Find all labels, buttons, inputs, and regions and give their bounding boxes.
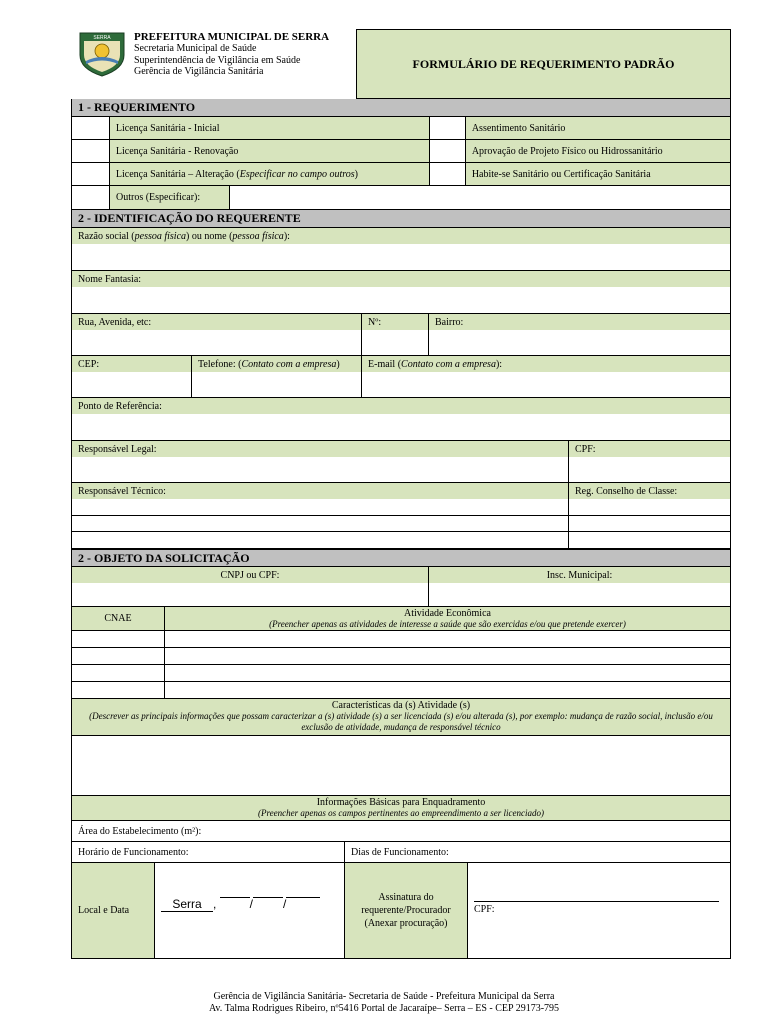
checkbox-licenca-inicial[interactable] xyxy=(72,117,110,139)
bairro-label: Bairro: xyxy=(435,316,464,328)
cep-input[interactable] xyxy=(72,372,192,397)
atividade-input[interactable] xyxy=(165,665,730,681)
horario-row xyxy=(72,842,730,863)
rua-label: Rua, Avenida, etc: xyxy=(72,314,362,330)
atividade-input[interactable] xyxy=(165,648,730,664)
resp-legal-inputs xyxy=(72,457,730,483)
info-header xyxy=(72,796,730,821)
contact-inputs xyxy=(72,372,730,398)
razao-social-label xyxy=(72,228,730,244)
checkbox-licenca-renovacao[interactable] xyxy=(72,140,110,162)
req-row xyxy=(72,140,730,163)
telefone-input[interactable] xyxy=(192,372,362,397)
section-identificacao xyxy=(71,210,731,549)
option-label: Licença Sanitária - Renovação xyxy=(110,140,430,162)
bairro-input[interactable] xyxy=(429,330,730,355)
checkbox-habite-se[interactable] xyxy=(430,163,466,185)
section-3-title: 2 - OBJETO DA SOLICITAÇÃO xyxy=(72,549,730,567)
cnae-row xyxy=(72,682,730,699)
city-value: Serra xyxy=(161,897,213,912)
svg-text:SERRA: SERRA xyxy=(93,35,111,41)
txt: ): xyxy=(283,230,290,242)
txt: Contato com a empresa xyxy=(401,358,496,370)
cnpj-label: CNPJ ou CPF: xyxy=(72,567,429,583)
email-label xyxy=(362,356,730,372)
month-blank[interactable] xyxy=(253,897,283,898)
caract-title: Características da (s) Atividade (s) xyxy=(331,700,471,711)
resp-tecnico-input[interactable] xyxy=(72,532,569,548)
caract-note: (Descrever as principais informações que possam caracterizar a (s) atividade (s) a ser licenciada (s) e/ou alterada (s), por exemplo: mudança de razão social, inclusão e/ou exclusão de atividade, mudança de responsável técnico xyxy=(89,711,713,732)
txt: Telefone: ( xyxy=(198,358,242,370)
signature-row xyxy=(72,863,730,958)
date-separator: , xyxy=(213,897,220,911)
option-label: Aprovação de Projeto Físico ou Hidrossanitário xyxy=(466,140,730,162)
address-labels xyxy=(72,314,730,330)
email-input[interactable] xyxy=(362,372,730,397)
reg-conselho-input[interactable] xyxy=(569,516,730,531)
local-data-field[interactable] xyxy=(155,863,345,958)
txt: pessoa física xyxy=(232,230,284,242)
reg-conselho-input[interactable] xyxy=(569,499,730,515)
referencia-label: Ponto de Referência: xyxy=(72,398,730,414)
checkbox-aprovacao-projeto[interactable] xyxy=(430,140,466,162)
txt: E-mail ( xyxy=(368,358,402,370)
cnae-header xyxy=(72,607,730,631)
reg-conselho-label: Reg. Conselho de Classe: xyxy=(575,485,678,497)
checkbox-outros[interactable] xyxy=(72,186,110,209)
info-note: (Preencher apenas os campos pertinentes ao empreendimento a ser licenciado) xyxy=(257,808,544,818)
resp-tecnico-label: Responsável Técnico: xyxy=(72,483,569,499)
outros-input[interactable] xyxy=(230,186,730,209)
cnpj-input[interactable] xyxy=(72,583,429,606)
insc-label: Insc. Municipal: xyxy=(546,569,613,581)
info-title: Informações Básicas para Enquadramento xyxy=(316,797,486,808)
txt: ) ou nome ( xyxy=(186,230,233,242)
cnpj-labels xyxy=(72,567,730,583)
section-2-title: 2 - IDENTIFICAÇÃO DO REQUERENTE xyxy=(72,210,730,228)
txt: Contato com a empresa xyxy=(241,358,337,370)
address-inputs xyxy=(72,330,730,356)
resp-tecnico-input[interactable] xyxy=(72,516,569,531)
txt: requerente/Procurador xyxy=(361,905,451,916)
resp-tecnico-row xyxy=(72,499,730,516)
req-row xyxy=(72,163,730,186)
org-sublines xyxy=(134,43,300,78)
numero-label: Nº: xyxy=(362,314,429,330)
txt: (Anexar procuração) xyxy=(364,918,448,929)
section-requerimento xyxy=(71,99,731,210)
signature-field[interactable] xyxy=(468,863,730,958)
cpf-input[interactable] xyxy=(569,457,730,482)
resp-tecnico-labels xyxy=(72,483,730,499)
dias-field[interactable]: Dias de Funcionamento: xyxy=(351,846,449,858)
alt-main: Licença Sanitária – Alteração ( xyxy=(115,168,240,180)
reg-conselho-input[interactable] xyxy=(569,532,730,548)
footer-line: Gerência de Vigilância Sanitária- Secretaria de Saúde - Prefeitura Municipal da Serra xyxy=(213,991,555,1002)
slash: / xyxy=(283,897,287,911)
form-title: FORMULÁRIO DE REQUERIMENTO PADRÃO xyxy=(356,29,731,99)
razao-social-input[interactable] xyxy=(72,244,730,271)
checkbox-licenca-alteracao[interactable] xyxy=(72,163,110,185)
atividade-input[interactable] xyxy=(165,631,730,647)
option-label: Habite-se Sanitário ou Certificação Sanitária xyxy=(466,163,730,185)
caract-header xyxy=(72,699,730,735)
cpf-signature-label: CPF: xyxy=(474,904,495,915)
option-label-alteracao xyxy=(110,163,430,185)
footer-line: Av. Talma Rodrigues Ribeiro, nº5416 Portal de Jacaraípe– Serra – ES - CEP 29173-795 xyxy=(208,1003,560,1014)
telefone-label xyxy=(192,356,362,372)
slash: / xyxy=(249,897,254,911)
form-header xyxy=(71,29,731,99)
cpf-label: CPF: xyxy=(575,443,596,455)
org-line: Superintendência de Vigilância em Saúde xyxy=(134,54,301,66)
year-blank[interactable] xyxy=(286,897,320,898)
resp-legal-labels xyxy=(72,441,730,457)
cnae-input[interactable] xyxy=(72,648,165,664)
assinatura-label xyxy=(345,863,468,958)
atividade-label: Atividade Econômica xyxy=(404,607,491,619)
txt: pessoa física xyxy=(134,230,187,242)
section-1-title: 1 - REQUERIMENTO xyxy=(72,99,730,117)
cnae-label: CNAE xyxy=(72,607,165,630)
txt: Assinatura do xyxy=(378,892,434,903)
caract-input[interactable] xyxy=(72,735,730,796)
org-line: Gerência de Vigilância Sanitária xyxy=(134,66,264,77)
option-label: Assentimento Sanitário xyxy=(466,117,730,139)
cnpj-inputs xyxy=(72,583,730,607)
cnae-row xyxy=(72,648,730,665)
numero-input[interactable] xyxy=(362,330,429,355)
insc-input[interactable] xyxy=(429,583,730,606)
org-line: Secretaria Municipal de Saúde xyxy=(134,43,257,54)
cnae-input[interactable] xyxy=(72,665,165,681)
cnae-input[interactable] xyxy=(72,631,165,647)
resp-legal-label: Responsável Legal: xyxy=(72,441,569,457)
day-blank[interactable] xyxy=(220,897,250,898)
serra-crest-icon xyxy=(77,31,127,77)
cnae-input[interactable] xyxy=(72,682,165,698)
atividade-header xyxy=(165,607,730,630)
option-label: Outros (Especificar): xyxy=(110,186,230,209)
section-objeto xyxy=(71,549,731,959)
req-row xyxy=(72,186,730,209)
resp-tecnico-input[interactable] xyxy=(72,499,569,515)
resp-legal-input[interactable] xyxy=(72,457,569,482)
atividade-input[interactable] xyxy=(165,682,730,698)
horario-field[interactable]: Horário de Funcionamento: xyxy=(72,842,345,862)
checkbox-assentimento[interactable] xyxy=(430,117,466,139)
resp-tecnico-row xyxy=(72,516,730,532)
cnae-row xyxy=(72,631,730,648)
contact-labels xyxy=(72,356,730,372)
txt: Razão social ( xyxy=(78,230,135,242)
txt: ) xyxy=(336,358,340,370)
resp-tecnico-row xyxy=(72,532,730,548)
org-name: PREFEITURA MUNICIPAL DE SERRA xyxy=(134,31,330,43)
fantasia-input[interactable] xyxy=(72,287,730,314)
rua-input[interactable] xyxy=(72,330,362,355)
alt-italic: Especificar no campo outros xyxy=(239,168,355,180)
fantasia-label: Nome Fantasia: xyxy=(72,271,730,287)
referencia-input[interactable] xyxy=(72,414,730,441)
txt: ): xyxy=(495,358,503,370)
header-left xyxy=(71,29,356,99)
req-row xyxy=(72,117,730,140)
alt-end: ) xyxy=(354,168,358,180)
atividade-note: (Preencher apenas as atividades de interesse a saúde que são exercidas e/ou que pretende exercer) xyxy=(269,618,626,629)
option-label: Licença Sanitária - Inicial xyxy=(110,117,430,139)
form xyxy=(71,29,731,959)
area-field[interactable]: Área do Estabelecimento (m²): xyxy=(72,821,730,842)
signature-line xyxy=(474,901,719,902)
cep-label: CEP: xyxy=(72,356,192,372)
local-data-label: Local e Data xyxy=(72,863,155,958)
cnae-row xyxy=(72,665,730,682)
footer xyxy=(0,991,768,1015)
